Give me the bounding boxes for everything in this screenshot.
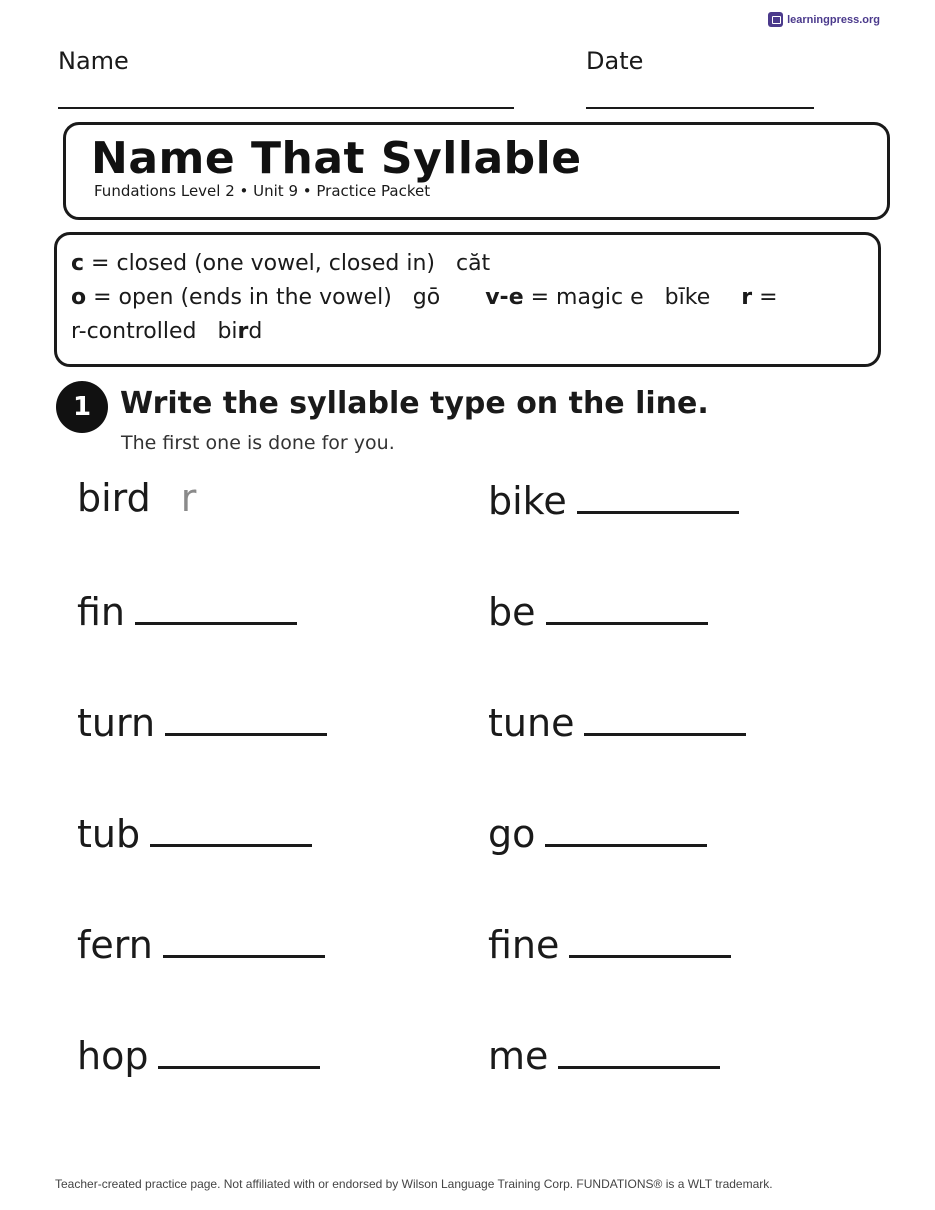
word-item-bird xyxy=(77,476,196,520)
answer-blank[interactable] xyxy=(165,698,327,736)
word-item-me xyxy=(488,1031,720,1078)
date-label: Date xyxy=(586,47,644,75)
key-closed-code: c xyxy=(71,251,85,276)
key-open-desc: = open (ends in the vowel) xyxy=(93,285,392,310)
answer-blank[interactable] xyxy=(545,809,707,847)
name-label: Name xyxy=(58,47,129,75)
book-icon xyxy=(768,12,783,27)
answer-blank[interactable] xyxy=(135,587,297,625)
syllable-key xyxy=(54,232,881,367)
word-item-tune xyxy=(488,698,746,745)
section-instruction: Write the syllable type on the line. xyxy=(120,386,709,421)
page-subtitle: Fundations Level 2 • Unit 9 • Practice Packet xyxy=(94,182,431,200)
footer-disclaimer: Teacher-created practice page. Not affiliated with or endorsed by Wilson Language Training Corp. FUNDATIONS® is a WLT trademark. xyxy=(55,1177,773,1191)
word-item-fine xyxy=(488,920,731,967)
word-text: be xyxy=(488,590,536,634)
word-item-hop xyxy=(77,1031,320,1078)
section-sub-instruction: The first one is done for you. xyxy=(121,432,395,454)
word-text: tub xyxy=(77,812,141,856)
section-number-badge: 1 xyxy=(56,381,108,433)
key-open-example: gō xyxy=(412,285,441,310)
answer-blank[interactable] xyxy=(584,698,746,736)
answer-blank[interactable] xyxy=(150,809,312,847)
answer-blank[interactable] xyxy=(558,1031,720,1069)
answer-blank[interactable] xyxy=(546,587,708,625)
word-item-fin xyxy=(77,587,297,634)
word-item-fern xyxy=(77,920,325,967)
answer-blank[interactable] xyxy=(163,920,325,958)
answer-blank[interactable] xyxy=(569,920,731,958)
example-answer: r xyxy=(180,476,197,520)
key-r-code: r xyxy=(741,285,753,310)
name-line[interactable] xyxy=(58,107,514,109)
word-text: go xyxy=(488,812,536,856)
key-line-open xyxy=(71,281,864,315)
word-text: me xyxy=(488,1034,549,1078)
key-closed-desc: = closed (one vowel, closed in) xyxy=(91,251,435,276)
key-line-r xyxy=(71,315,864,349)
key-r-desc-1: = xyxy=(759,285,778,310)
word-text: bird xyxy=(77,476,151,520)
word-text: fern xyxy=(77,923,153,967)
key-open-code: o xyxy=(71,285,87,310)
word-item-bike xyxy=(488,476,739,523)
word-item-be xyxy=(488,587,708,634)
word-text: tune xyxy=(488,701,575,745)
key-magic-desc: = magic e xyxy=(530,285,644,310)
answer-blank[interactable] xyxy=(158,1031,320,1069)
word-text: fin xyxy=(77,590,126,634)
brand-text: learningpress.org xyxy=(787,13,880,26)
word-text: turn xyxy=(77,701,156,745)
brand-logo xyxy=(768,12,880,27)
word-item-go xyxy=(488,809,707,856)
word-text: hop xyxy=(77,1034,149,1078)
date-line[interactable] xyxy=(586,107,814,109)
title-box xyxy=(63,122,890,220)
key-line-closed xyxy=(71,247,864,281)
key-closed-example: căt xyxy=(455,251,491,276)
key-r-desc-2: r-controlled xyxy=(71,319,197,344)
key-magic-example: bīke xyxy=(664,285,711,310)
answer-blank[interactable] xyxy=(577,476,739,514)
word-text: fine xyxy=(488,923,560,967)
word-item-tub xyxy=(77,809,312,856)
page-title: Name That Syllable xyxy=(91,133,582,184)
key-r-example: bird xyxy=(217,319,263,344)
key-magic-code: v-e xyxy=(485,285,524,310)
word-item-turn xyxy=(77,698,327,745)
word-text: bike xyxy=(488,479,567,523)
